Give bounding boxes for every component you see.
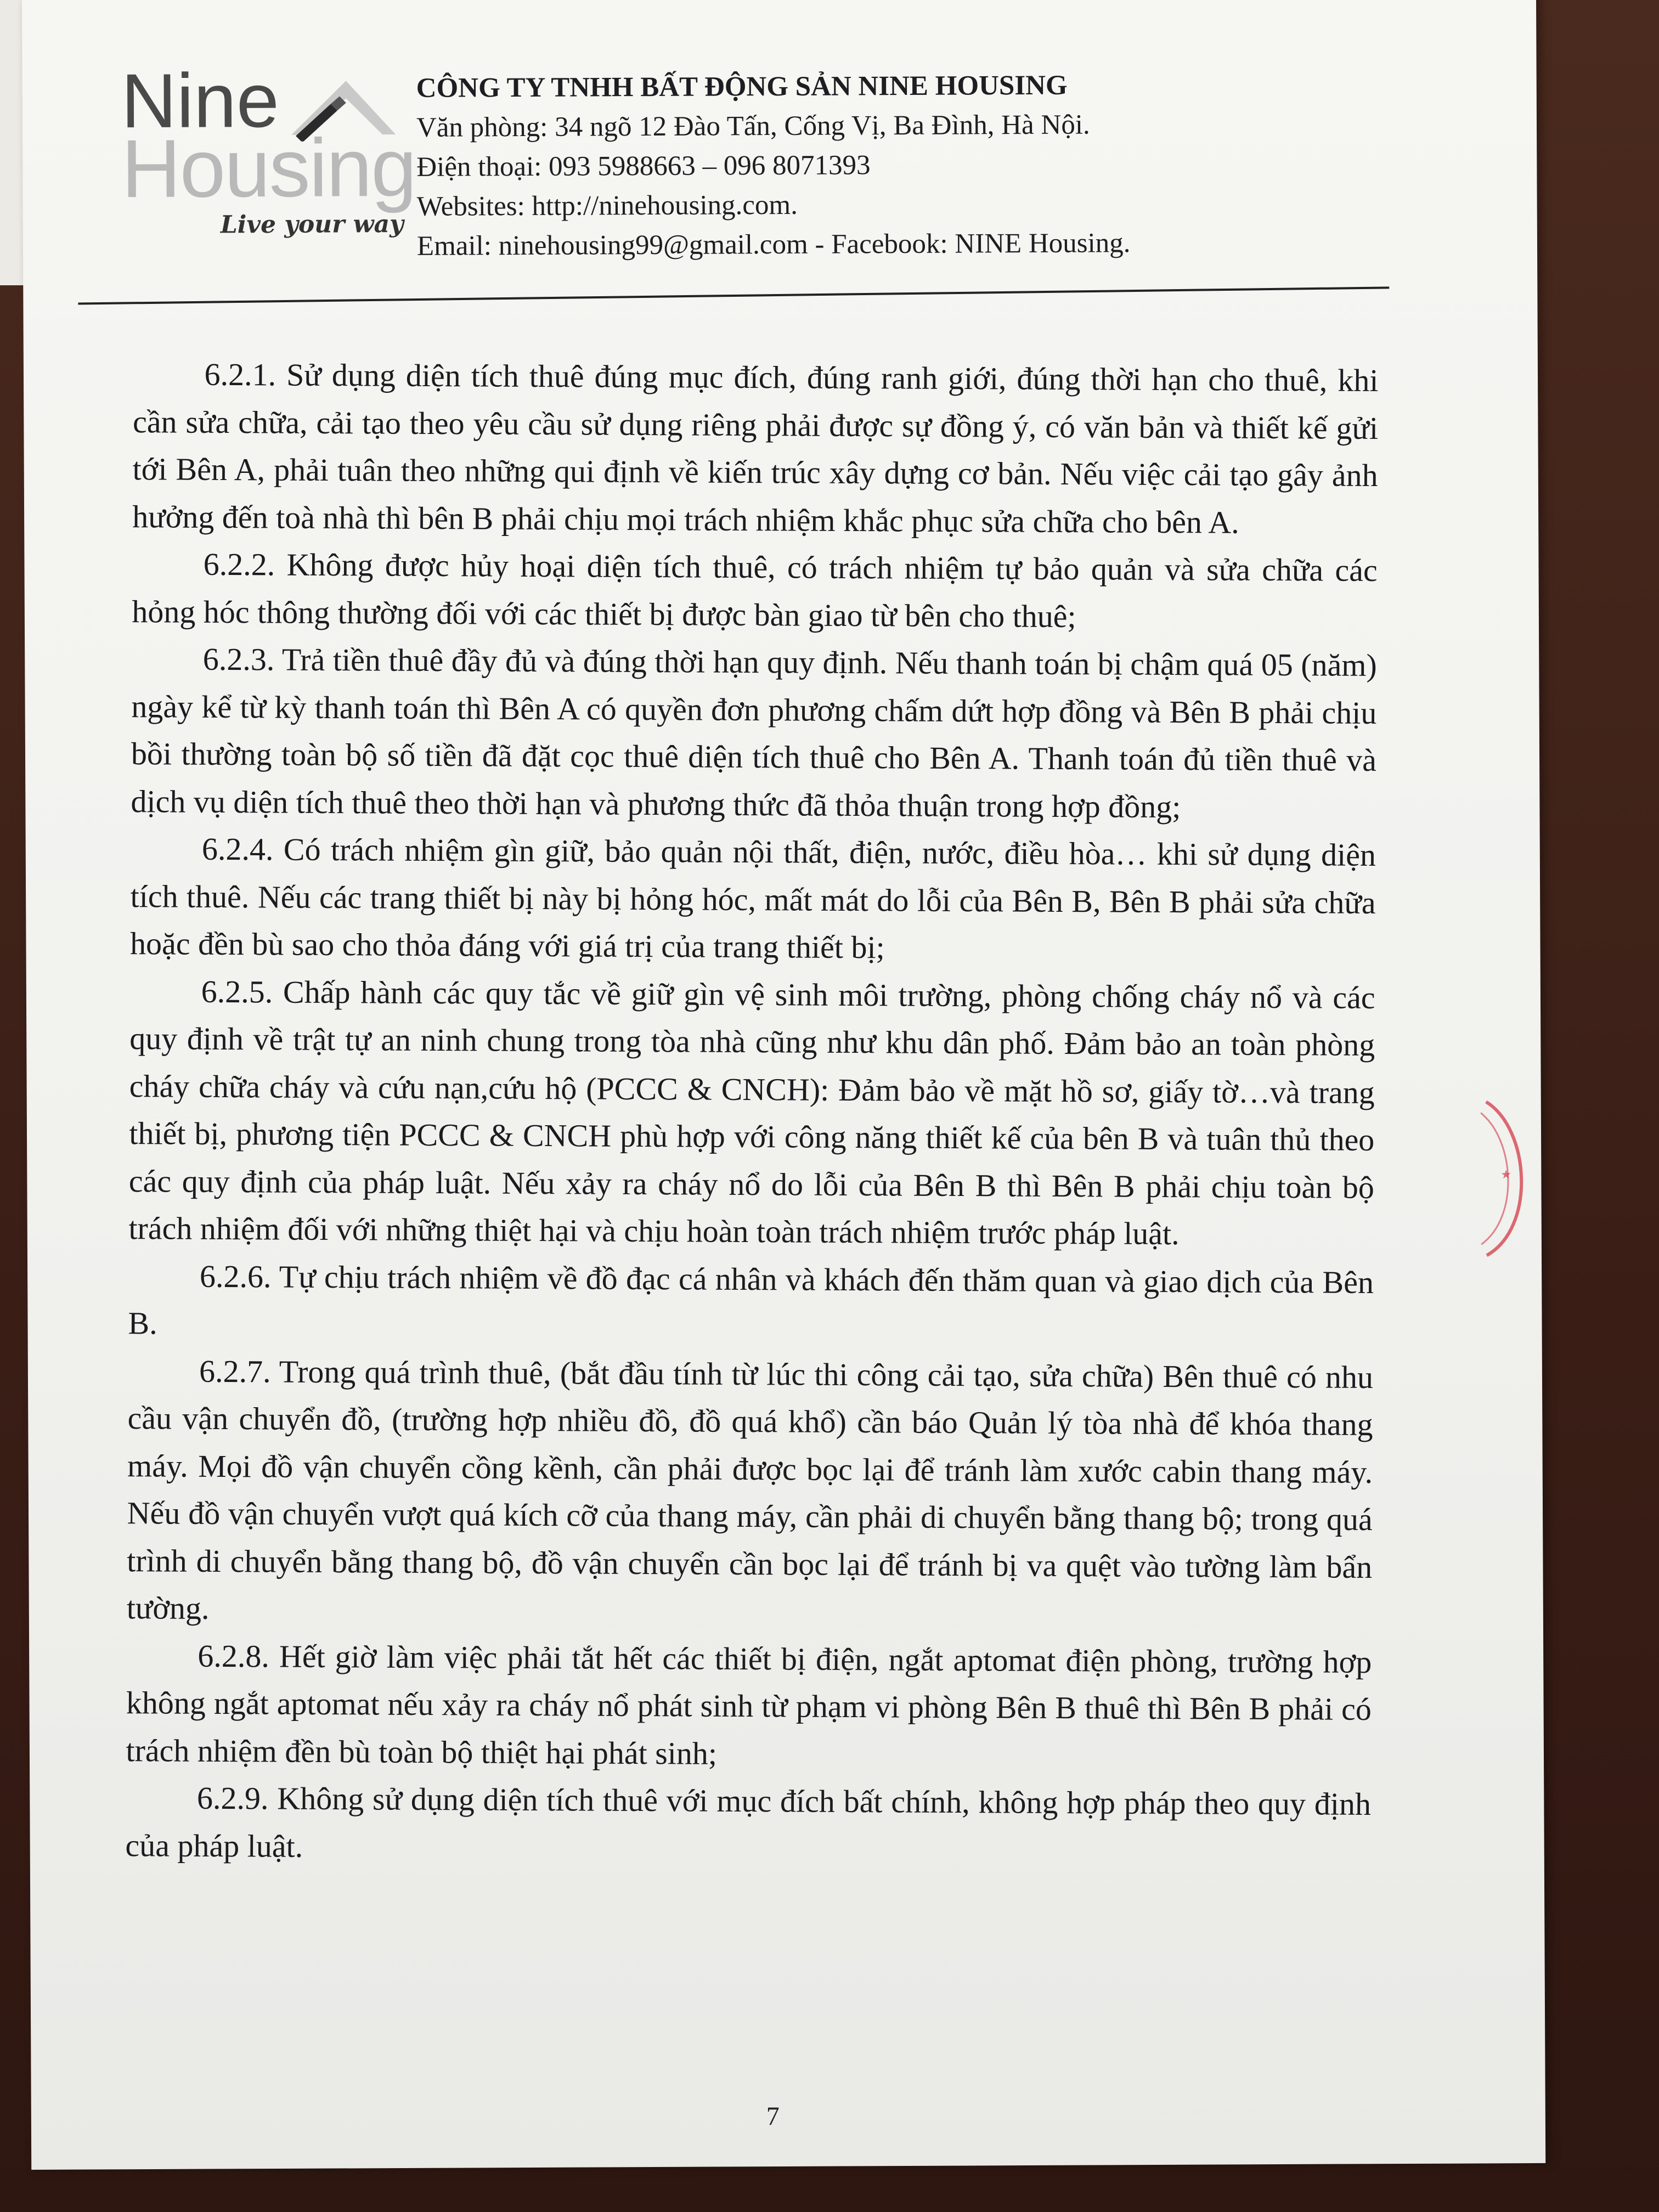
- clause-6-2-3: 6.2.3. Trả tiền thuê đầy đủ và đúng thời hạn quy định. Nếu thanh toán bị chậm quá 05 (năm) ngày kể từ kỳ thanh toán thì Bên A có quyền đơn phương chấm dứt hợp đồng và Bên B phải chịu bồi thường toàn bộ số tiền đã đặt cọc thuê diện tích thuê cho Bên A. Thanh toán đủ tiền thuê và dịch vụ diện tích thuê theo thời hạn và phương thức đã thỏa thuận trong hợp đồng;: [131, 641, 1377, 825]
- logo-word-housing: Housing: [121, 121, 416, 215]
- phone-numbers: Điện thoại: 093 5988663 – 096 8071393: [416, 150, 871, 183]
- company-logo: [121, 59, 418, 268]
- svg-text:★: ★: [1500, 1167, 1512, 1182]
- company-name: CÔNG TY TNHH BẤT ĐỘNG SẢN NINE HOUSING: [416, 70, 1068, 104]
- document-page: [22, 0, 1545, 2170]
- clause-6-2-9: 6.2.9. Không sử dụng diện tích thuê với mục đích bất chính, không hợp pháp theo quy định của pháp luật.: [125, 1780, 1372, 1864]
- contract-body: [125, 351, 1378, 1876]
- company-info: [416, 64, 1460, 266]
- letterhead: [22, 0, 1537, 307]
- clause-6-2-8: 6.2.8. Hết giờ làm việc phải tắt hết các thiết bị điện, ngắt aptomat điện phòng, trường hợp không ngắt aptomat nếu xảy ra cháy nổ phát sinh từ phạm vi phòng Bên B thuê thì Bên B phải có trách nhiệm đền bù toàn bộ thiệt hại phát sinh;: [126, 1638, 1372, 1771]
- logo-word-nine: Nine: [121, 57, 280, 144]
- logo-slogan: Live your way: [220, 210, 404, 239]
- website: Websites: http://ninehousing.com.: [416, 189, 798, 222]
- page-number: 7: [766, 2102, 780, 2131]
- clause-6-2-1: 6.2.1. Sử dụng diện tích thuê đúng mục đích, đúng ranh giới, đúng thời hạn cho thuê, khi cần sửa chữa, cải tạo theo yêu cầu sử dụng riêng phải được sự đồng ý, có văn bản và thiết kế gửi tới Bên A, phải tuân theo những qui định về kiến trúc xây dựng cơ bản. Nếu việc cải tạo gây ảnh hưởng đến toà nhà thì bên B phải chịu mọi trách nhiệm khắc phục sửa chữa cho bên A.: [132, 356, 1379, 540]
- red-stamp-edge: [1481, 1096, 1547, 1261]
- clause-6-2-7: 6.2.7. Trong quá trình thuê, (bắt đầu tính từ lúc thi công cải tạo, sửa chữa) Bên thuê có nhu cầu vận chuyển đồ, (trường hợp nhiều đồ, đồ quá khổ) cần báo Quản lý tòa nhà để khóa thang máy. Mọi đồ vận chuyển cồng kềnh, cần phải được bọc lại để tránh làm xước cabin thang máy. Nếu đồ vận chuyển vượt quá kích cỡ của thang máy, cần phải di chuyển bằng thang bộ; trong quá trình di chuyển bằng thang bộ, đồ vận chuyển cần bọc lại để tránh bị va quệt vào tường làm bẩn tường.: [126, 1353, 1374, 1626]
- clause-6-2-2: 6.2.2. Không được hủy hoại diện tích thuê, có trách nhiệm tự bảo quản và sửa chữa các hỏng hóc thông thường đối với các thiết bị được bàn giao từ bên cho thuê;: [132, 546, 1378, 634]
- clause-6-2-5: 6.2.5. Chấp hành các quy tắc về giữ gìn vệ sinh môi trường, phòng chống cháy nổ và các quy định về trật tự an ninh chung trong tòa nhà cũng như khu dân phố. Đảm bảo an toàn phòng cháy chữa cháy và cứu nạn,cứu hộ (PCCC & CNCH): Đảm bảo về mặt hồ sơ, giấy tờ…và trang thiết bị, phương tiện PCCC & CNCH phù hợp với công năng thiết kế của bên B và tuân thủ theo các quy định của pháp luật. Nếu xảy ra cháy nổ do lỗi của Bên B thì Bên B phải chịu toàn bộ trách nhiệm đối với những thiệt hại và chịu hoàn toàn trách nhiệm trước pháp luật.: [128, 973, 1375, 1252]
- office-address: Văn phòng: 34 ngõ 12 Đào Tấn, Cống Vị, Ba Đình, Hà Nội.: [416, 109, 1090, 143]
- clause-6-2-4: 6.2.4. Có trách nhiệm gìn giữ, bảo quản nội thất, điện, nước, điều hòa… khi sử dụng diện tích thuê. Nếu các trang thiết bị này bị hỏng hóc, mất mát do lỗi của Bên B, Bên B phải sửa chữa hoặc đền bù sao cho thỏa đáng với giá trị của trang thiết bị;: [129, 831, 1376, 966]
- clause-6-2-6: 6.2.6. Tự chịu trách nhiệm về đồ đạc cá nhân và khách đến thăm quan và giao dịch của Bên B.: [128, 1258, 1374, 1341]
- email-facebook: Email: ninehousing99@gmail.com - Facebook: NINE Housing.: [416, 228, 1131, 262]
